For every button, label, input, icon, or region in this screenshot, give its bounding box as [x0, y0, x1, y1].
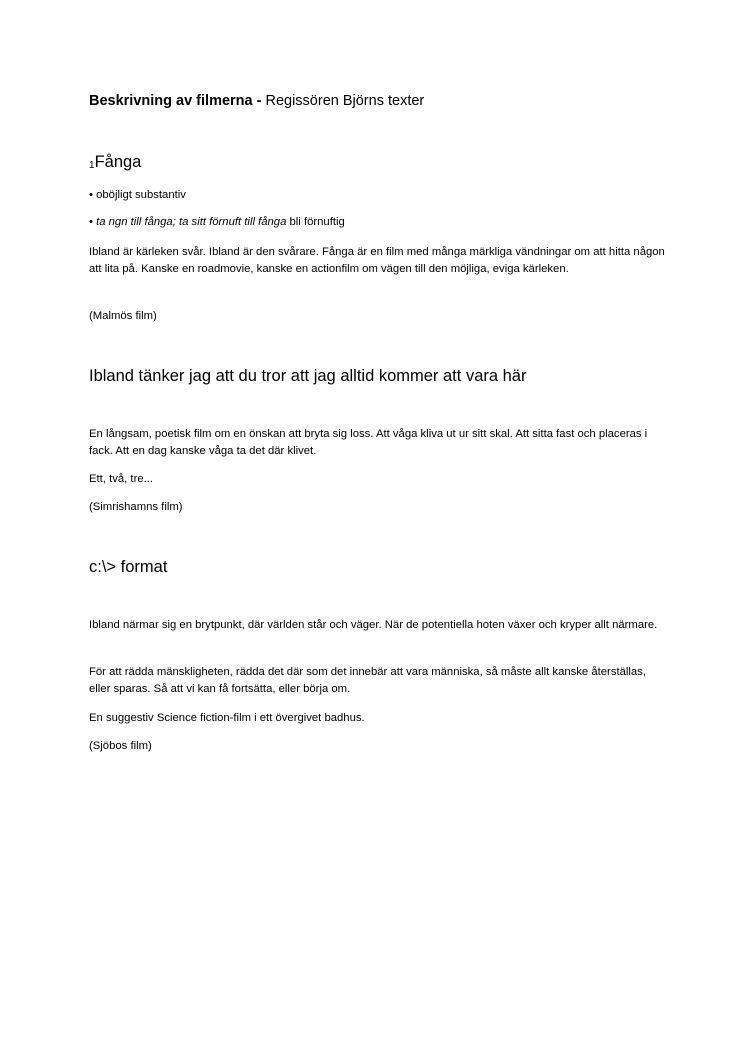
film2-heading: Ibland tänker jag att du tror att jag alltid kommer att vara här — [89, 367, 527, 385]
film1-description: Ibland är kärleken svår. Ibland är den svårare. Fånga är en film med många märkliga vändningar om att hitta någon att lita på. Kanske en roadmovie, kanske en actionfilm om vägen till den möjliga, eviga kärleken. — [89, 246, 665, 275]
document-title — [89, 91, 424, 111]
film1-heading — [89, 152, 141, 176]
film3-description-2: För att rädda mänskligheten, rädda det där som det innebär att vara människa, så måste allt kanske återställas, eller sparas. Så att vi kan få fortsätta, eller börja om. — [89, 666, 646, 695]
film2-description: En långsam, poetisk film om en önskan att bryta sig loss. Att våga kliva ut ur sitt skal. Att sitta fast och placeras i fack. Att en dag kanske våga ta det där klivet. — [89, 428, 648, 457]
document-title-subtitle: Regissören Björns texter — [261, 93, 425, 109]
film1-bullet-2-prefix: • — [89, 216, 97, 228]
document-title-bold: Beskrivning av filmerna - — [89, 93, 262, 109]
film1-origin: (Malmös film) — [89, 310, 157, 322]
film3-description-1: Ibland närmar sig en brytpunkt, där världen står och väger. När de potentiella hoten växer och kryper allt närmare. — [89, 619, 658, 631]
film3-description-3: En suggestiv Science fiction-film i ett övergivet badhus. — [89, 712, 365, 724]
film1-bullet-1: • oböjligt substantiv — [89, 189, 186, 201]
film3-origin: (Sjöbos film) — [89, 740, 152, 752]
film1-number: 1 — [89, 160, 95, 171]
film1-bullet-2-italic: ta ngn till fånga; ta sitt förnuft till fånga — [96, 216, 287, 228]
film2-origin: (Simrishamns film) — [89, 501, 183, 513]
film1-bullet-2-rest: bli förnuftig — [286, 216, 345, 228]
film3-heading: c:\> format — [89, 558, 168, 576]
film1-bullet-2 — [89, 214, 345, 231]
film2-count: Ett, två, tre... — [89, 473, 154, 485]
film1-title: Fånga — [94, 153, 142, 171]
